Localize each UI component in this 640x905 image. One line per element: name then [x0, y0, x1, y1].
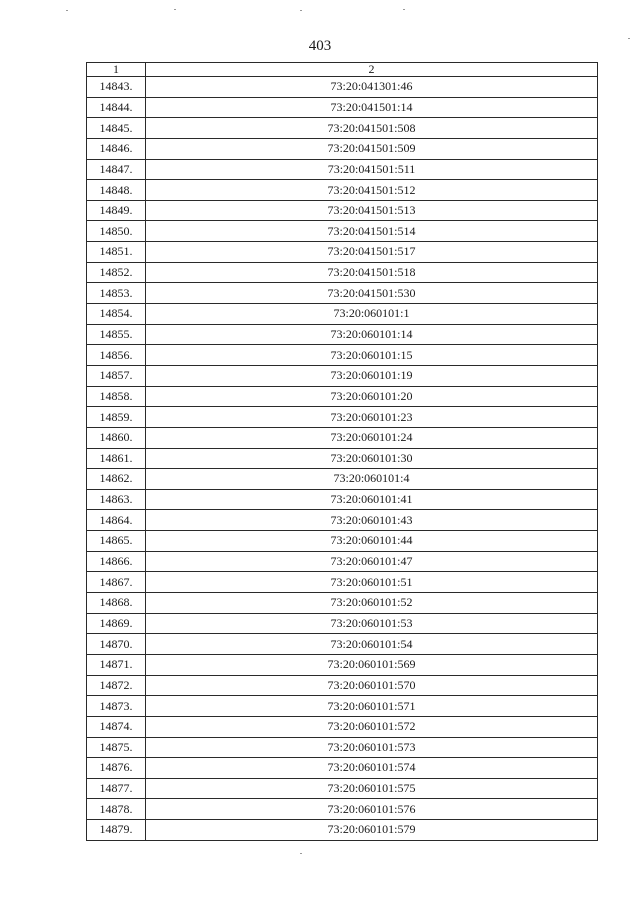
cadastral-number-cell: 73:20:060101:19: [146, 365, 598, 386]
table-row: [87, 654, 598, 675]
table-row: [87, 118, 598, 139]
row-index-cell: 14865.: [87, 531, 146, 552]
row-index-cell: 14848.: [87, 180, 146, 201]
table-row: [87, 799, 598, 820]
table-row: [87, 138, 598, 159]
table-row: [87, 593, 598, 614]
row-index-cell: 14844.: [87, 97, 146, 118]
cadastral-number-cell: 73:20:060101:52: [146, 593, 598, 614]
row-index-cell: 14856.: [87, 345, 146, 366]
table-row: [87, 345, 598, 366]
cadastral-number-cell: 73:20:060101:573: [146, 737, 598, 758]
cadastral-number-cell: 73:20:060101:23: [146, 407, 598, 428]
cadastral-number-cell: 73:20:041501:508: [146, 118, 598, 139]
row-index-cell: 14857.: [87, 365, 146, 386]
cadastral-number-cell: 73:20:060101:41: [146, 489, 598, 510]
row-index-cell: 14858.: [87, 386, 146, 407]
row-index-cell: 14862.: [87, 469, 146, 490]
cadastral-number-cell: 73:20:060101:574: [146, 758, 598, 779]
header-row: [87, 63, 598, 77]
table-row: [87, 572, 598, 593]
scan-speck: [174, 9, 176, 10]
row-index-cell: 14875.: [87, 737, 146, 758]
cadastral-number-cell: 73:20:060101:14: [146, 324, 598, 345]
cadastral-number-cell: 73:20:060101:571: [146, 696, 598, 717]
row-index-cell: 14861.: [87, 448, 146, 469]
table-row: [87, 696, 598, 717]
table-row: [87, 778, 598, 799]
row-index-cell: 14868.: [87, 593, 146, 614]
row-index-cell: 14847.: [87, 159, 146, 180]
cadastral-number-cell: 73:20:060101:575: [146, 778, 598, 799]
table-row: [87, 531, 598, 552]
row-index-cell: 14863.: [87, 489, 146, 510]
cadastral-number-cell: 73:20:060101:43: [146, 510, 598, 531]
row-index-cell: 14852.: [87, 262, 146, 283]
scan-speck: [300, 853, 302, 854]
row-index-cell: 14867.: [87, 572, 146, 593]
table-header: [87, 63, 598, 77]
cadastral-number-cell: 73:20:060101:576: [146, 799, 598, 820]
cadastral-number-cell: 73:20:041501:513: [146, 200, 598, 221]
row-index-cell: 14876.: [87, 758, 146, 779]
table-row: [87, 675, 598, 696]
table-row: [87, 386, 598, 407]
cadastral-number-cell: 73:20:060101:570: [146, 675, 598, 696]
table-row: [87, 283, 598, 304]
table-row: [87, 820, 598, 841]
row-index-cell: 14855.: [87, 324, 146, 345]
row-index-cell: 14849.: [87, 200, 146, 221]
page-number: 403: [308, 38, 332, 54]
cadastral-number-table: [86, 62, 598, 841]
row-index-cell: 14877.: [87, 778, 146, 799]
cadastral-number-cell: 73:20:041501:512: [146, 180, 598, 201]
cadastral-number-cell: 73:20:041301:46: [146, 77, 598, 98]
cadastral-number-cell: 73:20:060101:15: [146, 345, 598, 366]
scan-speck: [66, 10, 68, 11]
cadastral-number-cell: 73:20:060101:20: [146, 386, 598, 407]
row-index-cell: 14851.: [87, 242, 146, 263]
table-row: [87, 97, 598, 118]
table-row: [87, 634, 598, 655]
column-header-cadastral-number: 2: [146, 63, 598, 77]
table-row: [87, 324, 598, 345]
row-index-cell: 14871.: [87, 654, 146, 675]
scan-speck: [403, 9, 405, 10]
cadastral-number-cell: 73:20:060101:24: [146, 427, 598, 448]
cadastral-number-cell: 73:20:060101:572: [146, 716, 598, 737]
table-row: [87, 262, 598, 283]
table-row: [87, 365, 598, 386]
table-row: [87, 613, 598, 634]
cadastral-number-cell: 73:20:060101:1: [146, 304, 598, 325]
table-row: [87, 489, 598, 510]
row-index-cell: 14850.: [87, 221, 146, 242]
cadastral-number-cell: 73:20:060101:579: [146, 820, 598, 841]
table-row: [87, 469, 598, 490]
cadastral-number-cell: 73:20:060101:51: [146, 572, 598, 593]
table-row: [87, 159, 598, 180]
table-row: [87, 510, 598, 531]
table-row: [87, 242, 598, 263]
row-index-cell: 14870.: [87, 634, 146, 655]
cadastral-number-cell: 73:20:060101:53: [146, 613, 598, 634]
cadastral-number-cell: 73:20:041501:518: [146, 262, 598, 283]
table-row: [87, 77, 598, 98]
cadastral-number-cell: 73:20:060101:47: [146, 551, 598, 572]
row-index-cell: 14872.: [87, 675, 146, 696]
row-index-cell: 14874.: [87, 716, 146, 737]
cadastral-number-cell: 73:20:041501:517: [146, 242, 598, 263]
cadastral-number-cell: 73:20:041501:514: [146, 221, 598, 242]
cadastral-number-cell: 73:20:060101:44: [146, 531, 598, 552]
table-row: [87, 551, 598, 572]
row-index-cell: 14864.: [87, 510, 146, 531]
table-row: [87, 200, 598, 221]
cadastral-number-cell: 73:20:060101:4: [146, 469, 598, 490]
row-index-cell: 14843.: [87, 77, 146, 98]
row-index-cell: 14853.: [87, 283, 146, 304]
scan-speck: [300, 10, 302, 11]
row-index-cell: 14846.: [87, 138, 146, 159]
cadastral-number-cell: 73:20:041501:14: [146, 97, 598, 118]
cadastral-number-cell: 73:20:060101:54: [146, 634, 598, 655]
row-index-cell: 14879.: [87, 820, 146, 841]
table-row: [87, 407, 598, 428]
table-row: [87, 427, 598, 448]
row-index-cell: 14859.: [87, 407, 146, 428]
cadastral-number-cell: 73:20:060101:30: [146, 448, 598, 469]
cadastral-number-cell: 73:20:060101:569: [146, 654, 598, 675]
table-row: [87, 758, 598, 779]
cadastral-number-cell: 73:20:041501:530: [146, 283, 598, 304]
table-row: [87, 737, 598, 758]
table-row: [87, 716, 598, 737]
row-index-cell: 14866.: [87, 551, 146, 572]
row-index-cell: 14869.: [87, 613, 146, 634]
row-index-cell: 14873.: [87, 696, 146, 717]
row-index-cell: 14860.: [87, 427, 146, 448]
column-header-index: 1: [87, 63, 146, 77]
cadastral-number-cell: 73:20:041501:509: [146, 138, 598, 159]
table-row: [87, 180, 598, 201]
cadastral-number-cell: 73:20:041501:511: [146, 159, 598, 180]
table-row: [87, 304, 598, 325]
row-index-cell: 14878.: [87, 799, 146, 820]
scan-speck: [628, 38, 630, 39]
row-index-cell: 14845.: [87, 118, 146, 139]
row-index-cell: 14854.: [87, 304, 146, 325]
table-row: [87, 221, 598, 242]
table-body: [87, 77, 598, 841]
table-row: [87, 448, 598, 469]
